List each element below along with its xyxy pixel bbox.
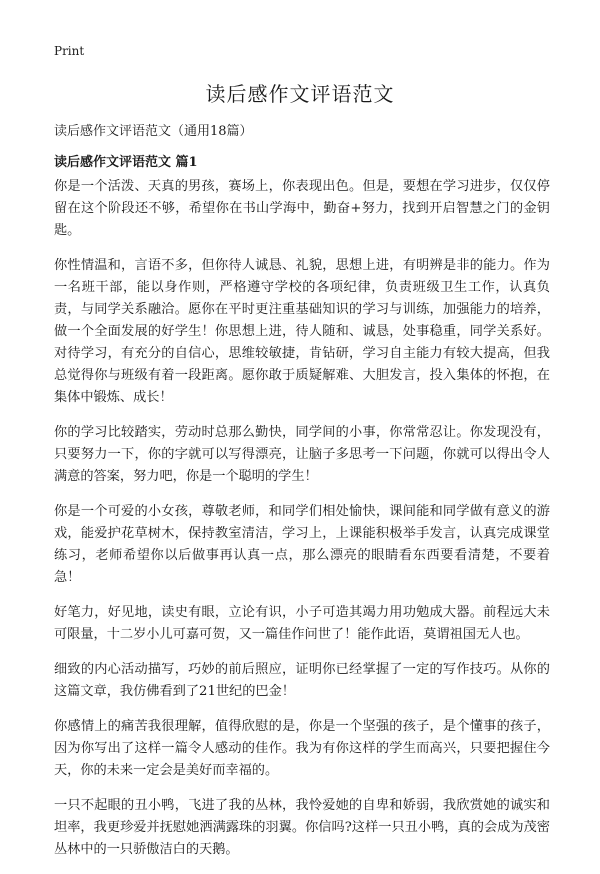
paragraph: 你的学习比较踏实，劳动时总那么勤快，同学间的小事，你常常忍让。你发现没有，只要努力一下，你的字就可以写得漂亮，让脑子多思考一下问题，你就可以得出令人满意的答案，努力吧，你是一个聪明的学生！ — [54, 425, 550, 484]
paragraph: 你感情上的痛苦我很理解，值得欣慰的是，你是一个坚强的孩子，是个懂事的孩子，因为你写出了这样一篇令人感动的佳作。我为有你这样的学生而高兴，只要把握住今天，你的未来一定会是美好而幸福的。 — [54, 719, 550, 778]
paragraph: 细致的内心活动描写，巧妙的前后照应，证明你已经掌握了一定的写作技巧。从你的这篇文章，我仿佛看到了21世纪的巴金！ — [54, 662, 550, 699]
paragraph: 一只不起眼的丑小鸭，飞进了我的丛林，我怜爱她的自卑和娇弱，我欣赏她的诚实和坦率，我更珍爱并抚慰她洒满露珠的羽翼。你信吗?这样一只丑小鸭，真的会成为茂密丛林中的一只骄傲洁白的天鹅。 — [54, 798, 550, 857]
section-heading: 读后感作文评语范文 篇1 — [54, 155, 198, 170]
paragraph: 你性情温和，言语不多，但你待人诚恳、礼貌，思想上进，有明辨是非的能力。作为一名班干部，能以身作则，严格遵守学校的各项纪律，负责班级卫生工作，认真负责，与同学关系融洽。愿你在平时更注重基础知识的学习与训练，加强能力的培养，做一个全面发展的好学生！你思想上进，待人随和、诚恳，处事稳重，同学关系好。对待学习，有充分的自信心，思维较敏捷，肯钻研，学习自主能力有较大提高，但我总觉得你与班级有着一段距离。愿你敢于质疑解难、大胆发言，投入集体的怀抱，在集体中锻炼、成长！ — [54, 258, 550, 405]
article-body — [54, 176, 550, 874]
paragraph: 你是一个可爱的小女孩，尊敬老师，和同学们相处愉快，课间能和同学做有意义的游戏，能爱护花草树木，保持教室清洁，学习上，上课能积极举手发言，认真完成课堂练习，老师希望你以后做事再认真一点，那么漂亮的眼睛看东西要看清楚，不要着急！ — [54, 504, 550, 585]
page-title: 读后感作文评语范文 — [205, 82, 395, 106]
paragraph: 你是一个活泼、天真的男孩，赛场上，你表现出色。但是，要想在学习进步，仅仅停留在这个阶段还不够，希望你在书山学海中，勤奋+努力，找到开启智慧之门的金钥匙。 — [54, 179, 550, 238]
print-label: Print — [54, 44, 85, 58]
paragraph: 好笔力，好见地，读史有眼，立论有识，小子可造其竭力用功勉成大器。前程远大未可限量，十二岁小儿可嘉可贺，又一篇佳作问世了！能作此语，莫谓祖国无人也。 — [54, 605, 550, 642]
document-subtitle: 读后感作文评语范文（通用18篇） — [54, 124, 253, 139]
